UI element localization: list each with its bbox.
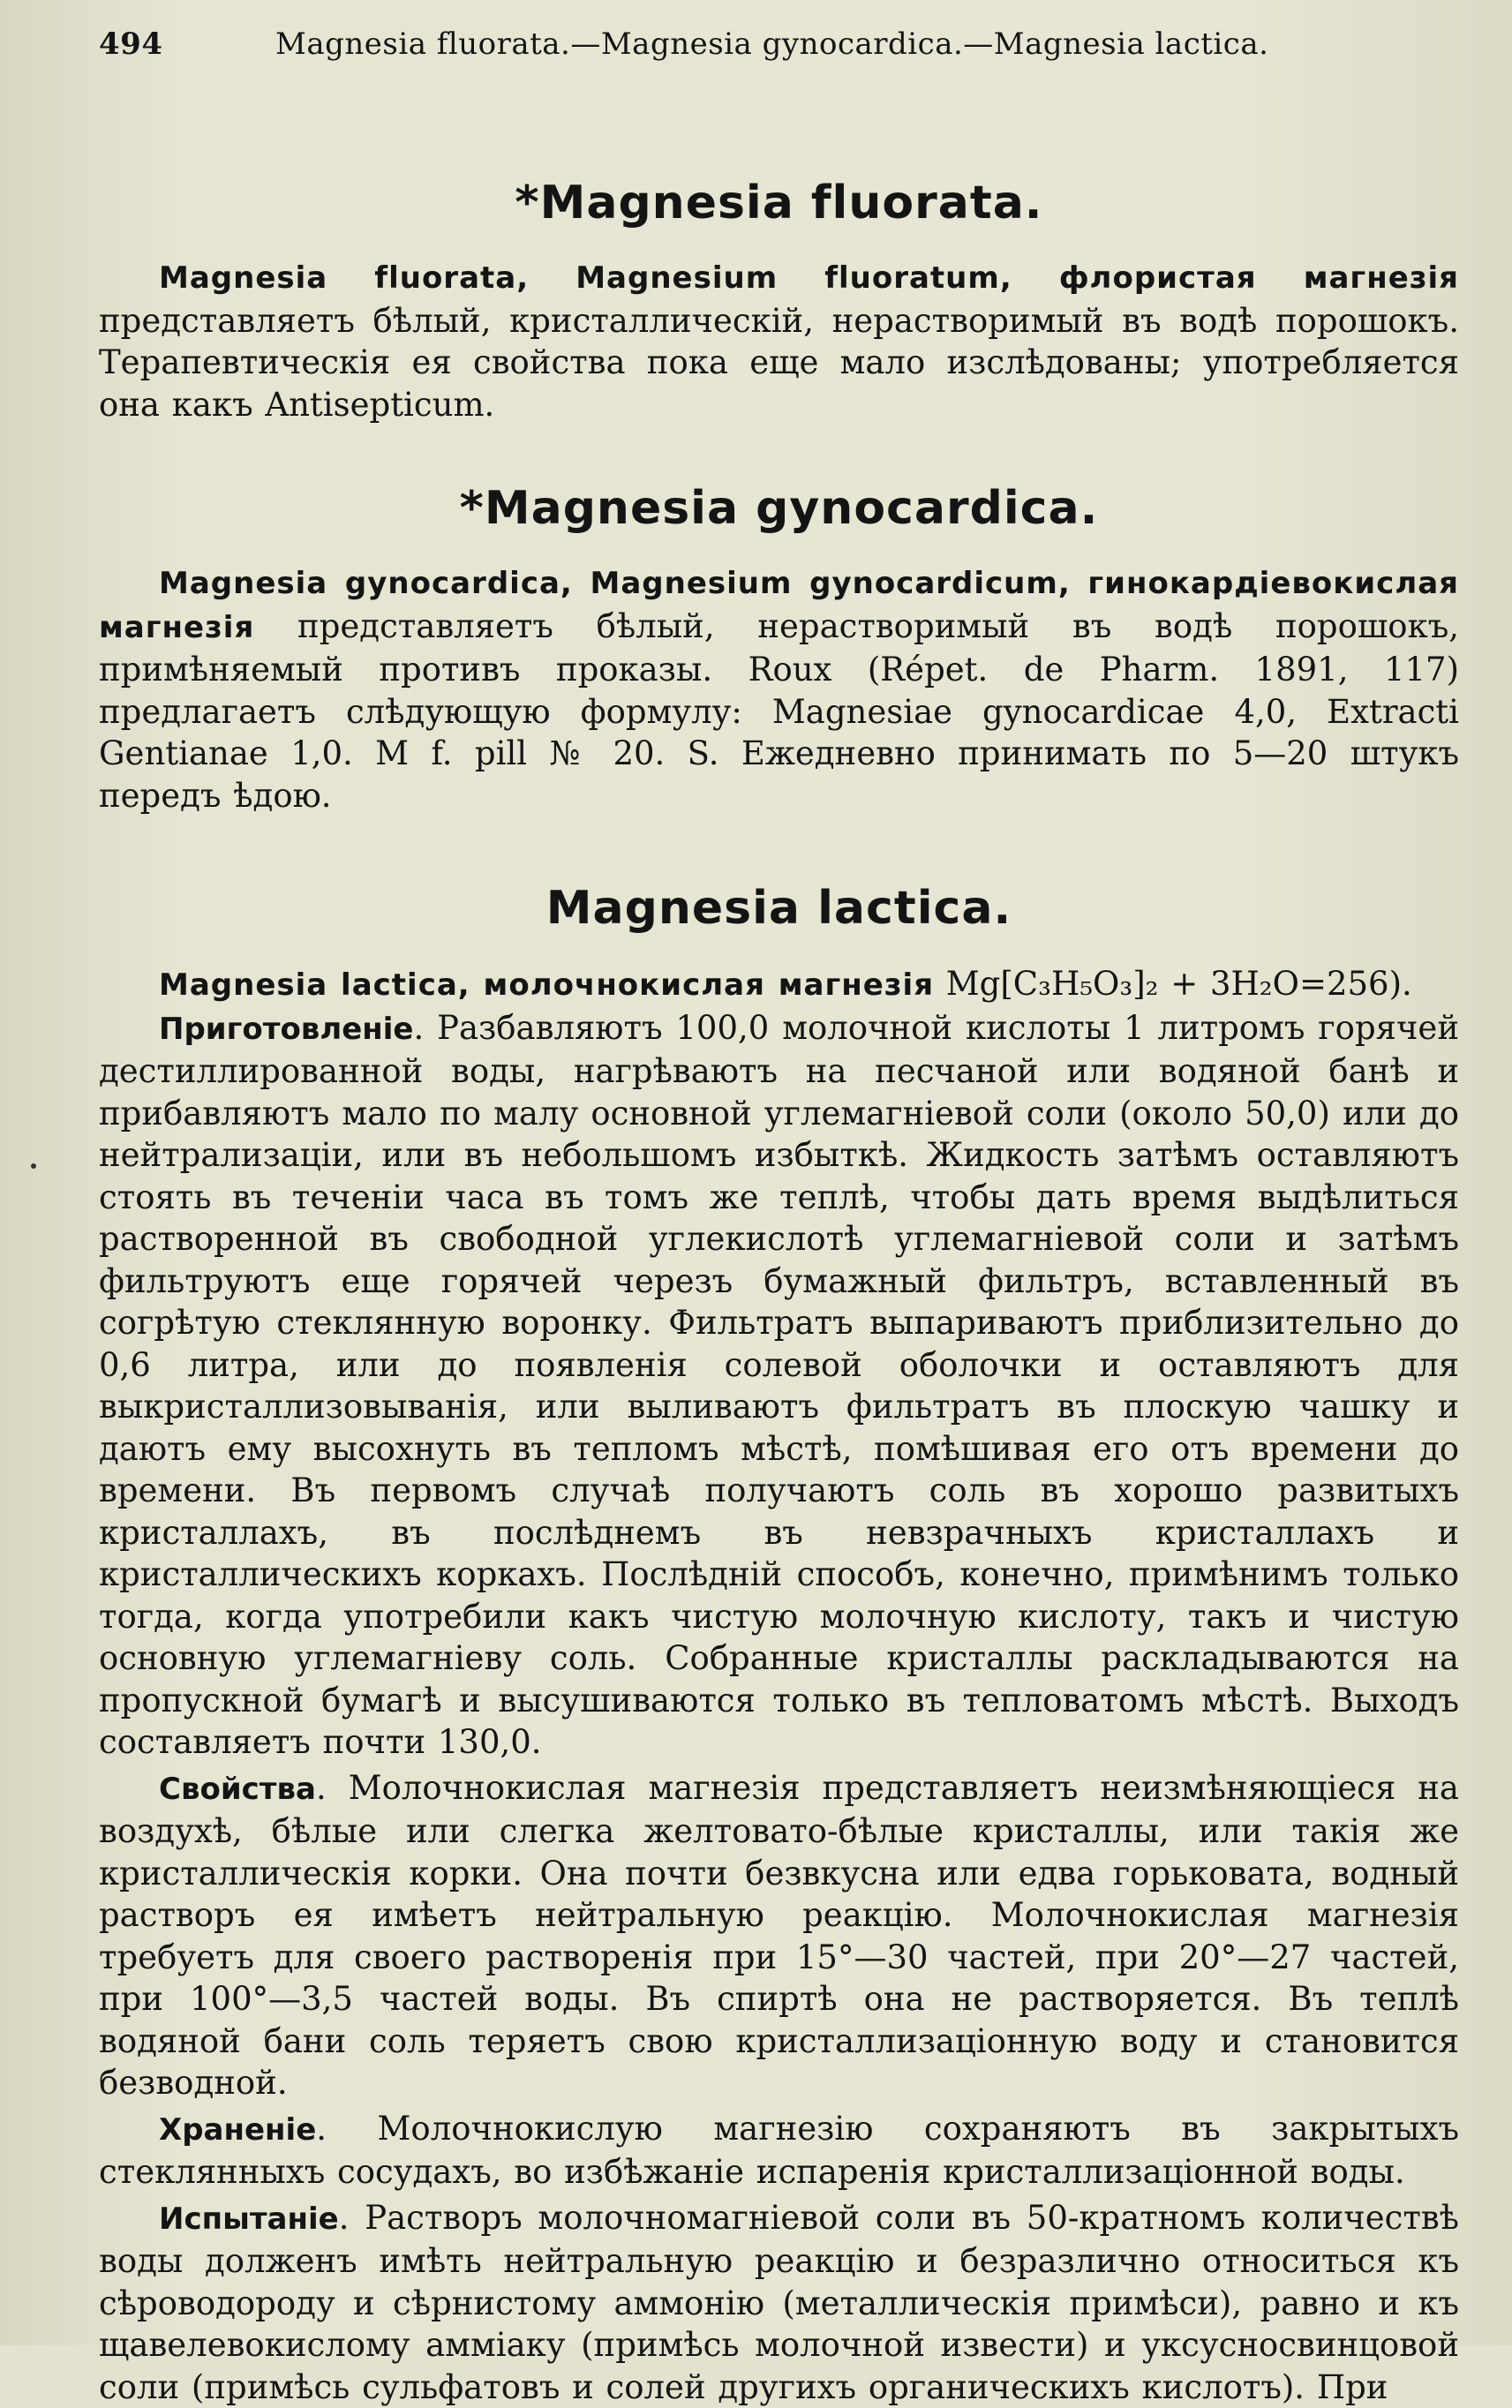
body-text-fluorata: представляетъ бѣлый, кристаллическій, нерастворимый въ водѣ порошокъ. Терапевтическія ея свойства пока еще мало изслѣдованы; употребляется она какъ Antisepticum. [99, 302, 1459, 424]
subheading-storage: Храненіе [159, 2112, 316, 2148]
subheading-preparation: Приготовленіе [159, 1012, 414, 1047]
lead-term-gynocardica: Magnesia gynocardica, Magnesium gynocardicum, гинокардіевокислая магнезія [99, 566, 1459, 645]
paper-speck [31, 1163, 36, 1169]
subheading-properties: Свойства [159, 1772, 316, 1807]
body-text-properties: . Молочнокислая магнезія представляетъ неизмѣняющіеся на воздухѣ, бѣлые или слегка желтовато-бѣлые кристаллы, или такія же кристаллическія корки. Она почти безвкусна или едва горьковата, водный растворъ ея имѣетъ нейтральную реакцію. Молочнокислая магнезія требуетъ для своего растворенія при 15°—30 частей, при 20°—27 частей, при 100°—3,5 частей воды. Въ спиртѣ она не растворяется. Въ теплѣ водяной бани соль теряетъ свою кристаллизаціонную воду и становится безводной. [99, 1769, 1459, 2103]
page-number: 494 [99, 26, 275, 62]
section-title-gynocardica: *Magnesia gynocardica. [99, 482, 1459, 535]
paragraph-properties [99, 1767, 1459, 2104]
running-title: Magnesia fluorata.—Magnesia gynocardica.—Magnesia lactica. [275, 26, 1459, 62]
formula-lactica: Mg[C₃H₅O₃]₂ + 3H₂O=256). [934, 965, 1412, 1003]
lead-term-lactica: Magnesia lactica, молочнокислая магнезія [159, 967, 934, 1003]
section-title-fluorata: *Magnesia fluorata. [99, 177, 1459, 230]
paragraph-fluorata [99, 256, 1459, 425]
running-header [99, 26, 1459, 71]
paragraph-gynocardica [99, 561, 1459, 816]
body-text-gynocardica: представляетъ бѣлый, нерастворимый въ водѣ порошокъ, примѣняемый противъ проказы. Roux (Répet. de Pharm. 1891, 117) предлагаетъ слѣдующую формулу: Magnesiae gynocardicae 4,0, Extracti Gentianae 1,0. M f. pill № 20. S. Ежедневно принимать по 5—20 штукъ передъ ѣдою. [99, 607, 1459, 815]
subheading-testing: Испытаніе [159, 2201, 339, 2237]
paragraph-lactica-intro [99, 963, 1459, 1007]
body-text-preparation: . Разбавляютъ 100,0 молочной кислоты 1 литромъ горячей дестиллированной воды, нагрѣваютъ на песчаной или водяной банѣ и прибавляютъ мало по малу основной углемагніевой соли (около 50,0) или до нейтрализаціи, или въ небольшомъ избыткѣ. Жидкость затѣмъ оставляютъ стоять въ теченіи часа въ томъ же теплѣ, чтобы дать время выдѣлиться растворенной въ свободной углекислотѣ углемагніевой соли и затѣмъ фильтруютъ еще горячей черезъ бумажный фильтръ, вставленный въ согрѣтую стеклянную воронку. Фильтратъ выпариваютъ приблизительно до 0,6 литра, или до появленія солевой оболочки и оставляютъ для выкристаллизовыванія, или выливаютъ фильтратъ въ плоскую чашку и даютъ ему высохнуть въ тепломъ мѣстѣ, помѣшивая его отъ времени до времени. Въ первомъ случаѣ получаютъ соль въ хорошо развитыхъ кристаллахъ, въ послѣднемъ въ невзрачныхъ кристаллахъ и кристаллическихъ коркахъ. Послѣдній способъ, конечно, примѣнимъ только тогда, когда употребили какъ чистую молочную кислоту, такъ и чистую основную углемагніеву соль. Собранные кристаллы раскладываются на пропускной бумагѣ и высушиваются только въ тепловатомъ мѣстѣ. Выходъ составляетъ почти 130,0. [99, 1009, 1459, 1762]
paragraph-preparation [99, 1007, 1459, 1764]
paragraph-storage [99, 2108, 1459, 2194]
lead-term-fluorata: Magnesia fluorata, Magnesium fluoratum, флористая магнезія [159, 260, 1459, 296]
body-text-storage: . Молочнокислую магнезію сохраняютъ въ закрытыхъ стеклянныхъ сосудахъ, во избѣжаніе испаренія кристаллизаціонной воды. [99, 2110, 1459, 2192]
body-text-testing: . Растворъ молочномагніевой соли въ 50-кратномъ количествѣ воды долженъ имѣть нейтральную реакцію и безразлично относиться къ сѣроводороду и сѣрнистому аммонію (металлическія примѣси), равно и къ щавелевокислому амміаку (примѣсь молочной извести) и уксусносвинцовой соли (примѣсь сульфатовъ и солей другихъ органическихъ кислотъ). При [99, 2199, 1459, 2406]
section-title-lactica: Magnesia lactica. [99, 882, 1459, 935]
paragraph-testing [99, 2197, 1459, 2408]
